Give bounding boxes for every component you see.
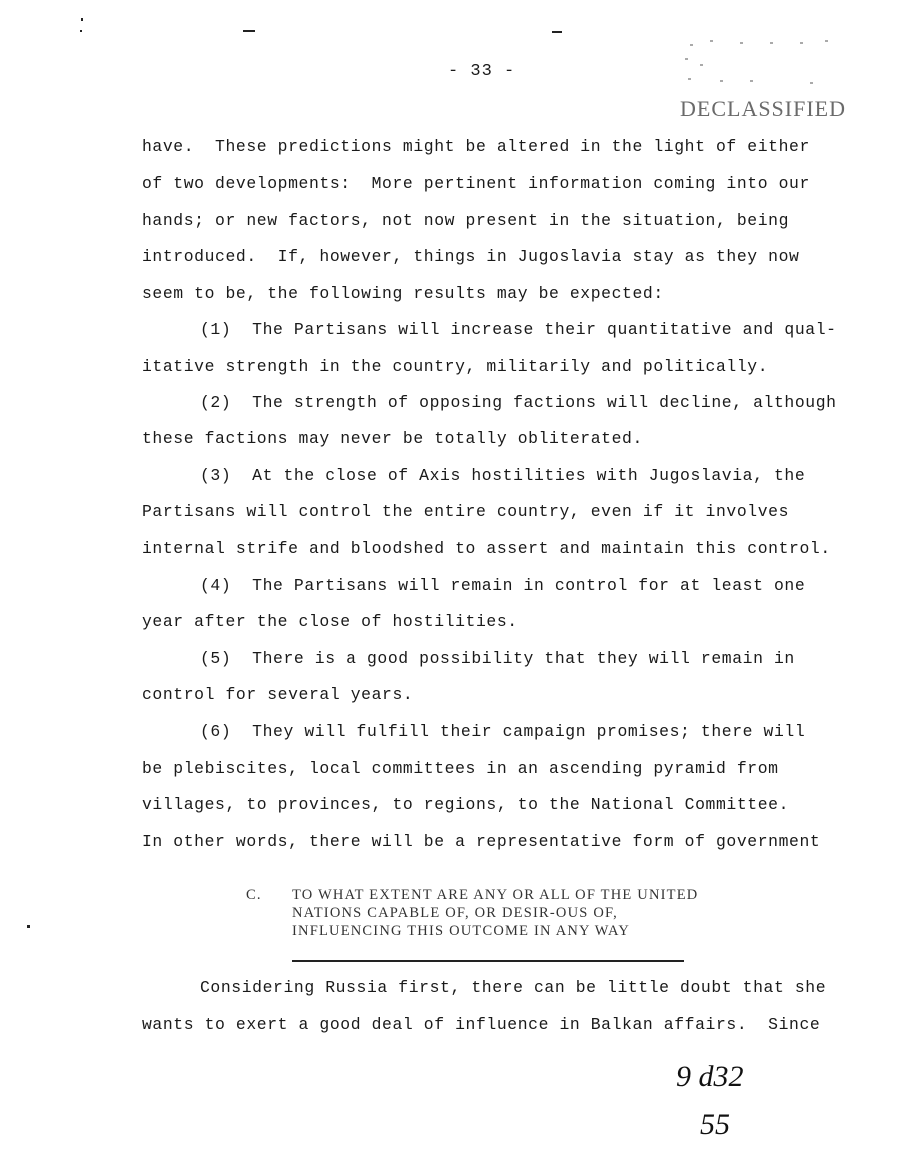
body-line: hands; or new factors, not now present in the situation, being [142, 211, 790, 230]
list-item-3: (3) At the close of Axis hostilities with Jugoslavia, the [200, 466, 806, 485]
closing-line: Considering Russia first, there can be little doubt that she [200, 978, 827, 997]
body-line: control for several years. [142, 685, 414, 704]
body-line: internal strife and bloodshed to assert and maintain this control. [142, 539, 831, 558]
handwritten-number: 55 [700, 1108, 730, 1141]
section-title: TO WHAT EXTENT ARE ANY OR ALL OF THE UNITED NATIONS CAPABLE OF, OR DESIR-OUS OF, INFLUENCING THIS OUTCOME IN ANY WAY [292, 887, 699, 939]
body-line: of two developments: More pertinent information coming into our [142, 174, 810, 193]
scan-speck [27, 925, 30, 928]
closing-line: wants to exert a good deal of influence in Balkan affairs. Since [142, 1015, 821, 1034]
handwritten-reference: 9 d32 [676, 1060, 744, 1093]
body-line: have. These predictions might be altered in the light of either [142, 137, 810, 156]
body-line: Partisans will control the entire country, even if it involves [142, 502, 790, 521]
body-line: seem to be, the following results may be expected: [142, 284, 664, 303]
body-line: villages, to provinces, to regions, to the National Committee. [142, 795, 790, 814]
body-line: year after the close of hostilities. [142, 612, 518, 631]
body-line: introduced. If, however, things in Jugoslavia stay as they now [142, 247, 800, 266]
body-line: itative strength in the country, militarily and politically. [142, 357, 769, 376]
declassified-stamp: DECLASSIFIED [680, 96, 847, 121]
section-letter: C. [246, 887, 262, 903]
scan-speck [80, 30, 82, 32]
scan-speck [243, 30, 255, 32]
list-item-4: (4) The Partisans will remain in control for at least one [200, 576, 806, 595]
body-line: be plebiscites, local committees in an ascending pyramid from [142, 759, 779, 778]
faint-stamp-marks [680, 36, 840, 86]
list-item-2: (2) The strength of opposing factions will decline, although [200, 393, 837, 412]
list-item-1: (1) The Partisans will increase their quantitative and qual- [200, 320, 837, 339]
list-item-6: (6) They will fulfill their campaign promises; there will [200, 722, 806, 741]
page-number: - 33 - [448, 62, 516, 81]
scan-speck [81, 18, 83, 21]
scan-speck [552, 31, 562, 33]
list-item-5: (5) There is a good possibility that they will remain in [200, 649, 795, 668]
heading-underline [292, 960, 684, 962]
body-line: In other words, there will be a representative form of government [142, 832, 821, 851]
body-line: these factions may never be totally obliterated. [142, 429, 643, 448]
